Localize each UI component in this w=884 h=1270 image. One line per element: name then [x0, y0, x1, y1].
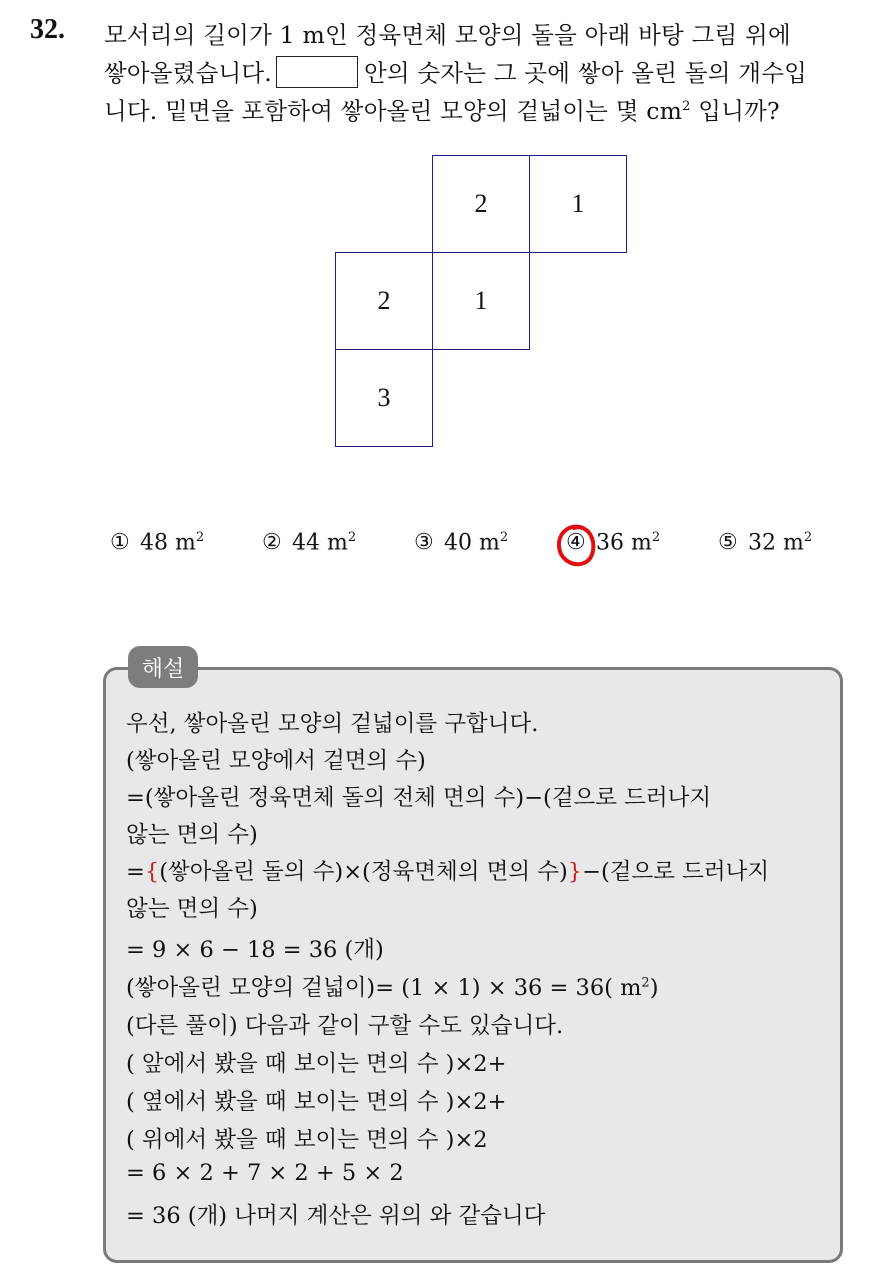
choice-2-value: 44 m	[292, 530, 348, 556]
solution-line-7: = 9 × 6 − 18 = 36 (개)	[126, 937, 384, 963]
selected-answer-circle-mark	[553, 520, 599, 570]
solution-line-1: 우선, 쌓아올린 모양의 겉넓이를 구합니다.	[126, 711, 539, 737]
question-line-2	[104, 54, 807, 88]
solution-line-5-tail: −(겉으로 드러나지	[582, 859, 770, 885]
choice-5[interactable]	[718, 530, 812, 555]
choice-5-number: ⑤	[718, 530, 738, 556]
question-line-3	[104, 92, 780, 126]
solution-tab-label: 해설	[128, 646, 198, 688]
grid-cell-r0-c2: 1	[529, 155, 627, 253]
question-line-2-before: 쌓아올렸습니다.	[104, 59, 272, 87]
solution-line-10: ( 앞에서 봤을 때 보이는 면의 수 )×2+	[126, 1051, 507, 1077]
choice-4-number: ④	[566, 530, 586, 556]
solution-line-5-body: (쌓아올린 돌의 수)×(정육면체의 면의 수)	[159, 859, 568, 885]
choice-3[interactable]	[414, 530, 508, 555]
blank-box	[276, 56, 358, 88]
grid-cell-r1-c0: 2	[335, 252, 433, 350]
choice-5-value: 32 m	[748, 530, 804, 556]
choice-2-sup: 2	[347, 530, 357, 545]
solution-line-12: ( 위에서 봤을 때 보이는 면의 수 )×2	[126, 1127, 488, 1153]
choice-3-value: 40 m	[444, 530, 500, 556]
solution-line-14: = 36 (개) 나머지 계산은 위의 와 같습니다	[126, 1203, 546, 1229]
choice-1-sup: 2	[195, 530, 205, 545]
question-line-2-after: 안의 숫자는 그 곳에 쌓아 올린 돌의 개수입	[363, 59, 807, 87]
solution-line-13: = 6 × 2 + 7 × 2 + 5 × 2	[126, 1160, 404, 1186]
solution-line-6: 않는 면의 수)	[126, 896, 258, 922]
solution-line-9: (다른 풀이) 다음과 같이 구할 수도 있습니다.	[126, 1013, 564, 1039]
solution-line-2: (쌓아올린 모양에서 겉면의 수)	[126, 748, 426, 774]
question-number: 32.	[30, 14, 65, 45]
grid-cell-r1-c1: 1	[432, 252, 530, 350]
question-line-3-after: 입니까?	[690, 97, 780, 125]
solution-line-8-sup: 2	[641, 975, 650, 991]
solution-line-5-open-brace: {	[144, 859, 160, 885]
choice-5-sup: 2	[803, 530, 813, 545]
choice-4-sup: 2	[651, 530, 661, 545]
solution-line-11: ( 옆에서 봤을 때 보이는 면의 수 )×2+	[126, 1089, 507, 1115]
question-line-1: 모서리의 길이가 1 m인 정육면체 모양의 돌을 아래 바탕 그림 위에	[104, 21, 791, 49]
question-line-3-before: 니다. 밑면을 포함하여 쌓아올린 모양의 겉넓이는 몇 cm	[104, 97, 683, 125]
grid-cell-r2-c0: 3	[335, 349, 433, 447]
solution-line-4: 않는 면의 수)	[126, 822, 258, 848]
solution-line-5	[126, 854, 769, 886]
choice-1-value: 48 m	[140, 530, 196, 556]
solution-line-8	[126, 970, 658, 1002]
choice-3-number: ③	[414, 530, 434, 556]
choice-1-number: ①	[110, 530, 130, 556]
choice-1[interactable]	[110, 530, 204, 555]
grid-cell-r0-c1: 2	[432, 155, 530, 253]
solution-line-8-main: (쌓아올린 모양의 겉넓이)= (1 × 1) × 36 = 36( m	[126, 975, 642, 1001]
solution-line-5-close-brace: }	[567, 859, 583, 885]
choice-2[interactable]	[262, 530, 356, 555]
solution-line-3: =(쌓아올린 정육면체 돌의 전체 면의 수)−(겉으로 드러나지	[126, 785, 712, 811]
choice-3-sup: 2	[499, 530, 509, 545]
choice-4-value: 36 m	[596, 530, 652, 556]
solution-line-8-end: )	[649, 975, 659, 1001]
question-line-3-sup: 2	[682, 99, 691, 115]
solution-line-5-eq: =	[126, 859, 145, 885]
choice-2-number: ②	[262, 530, 282, 556]
